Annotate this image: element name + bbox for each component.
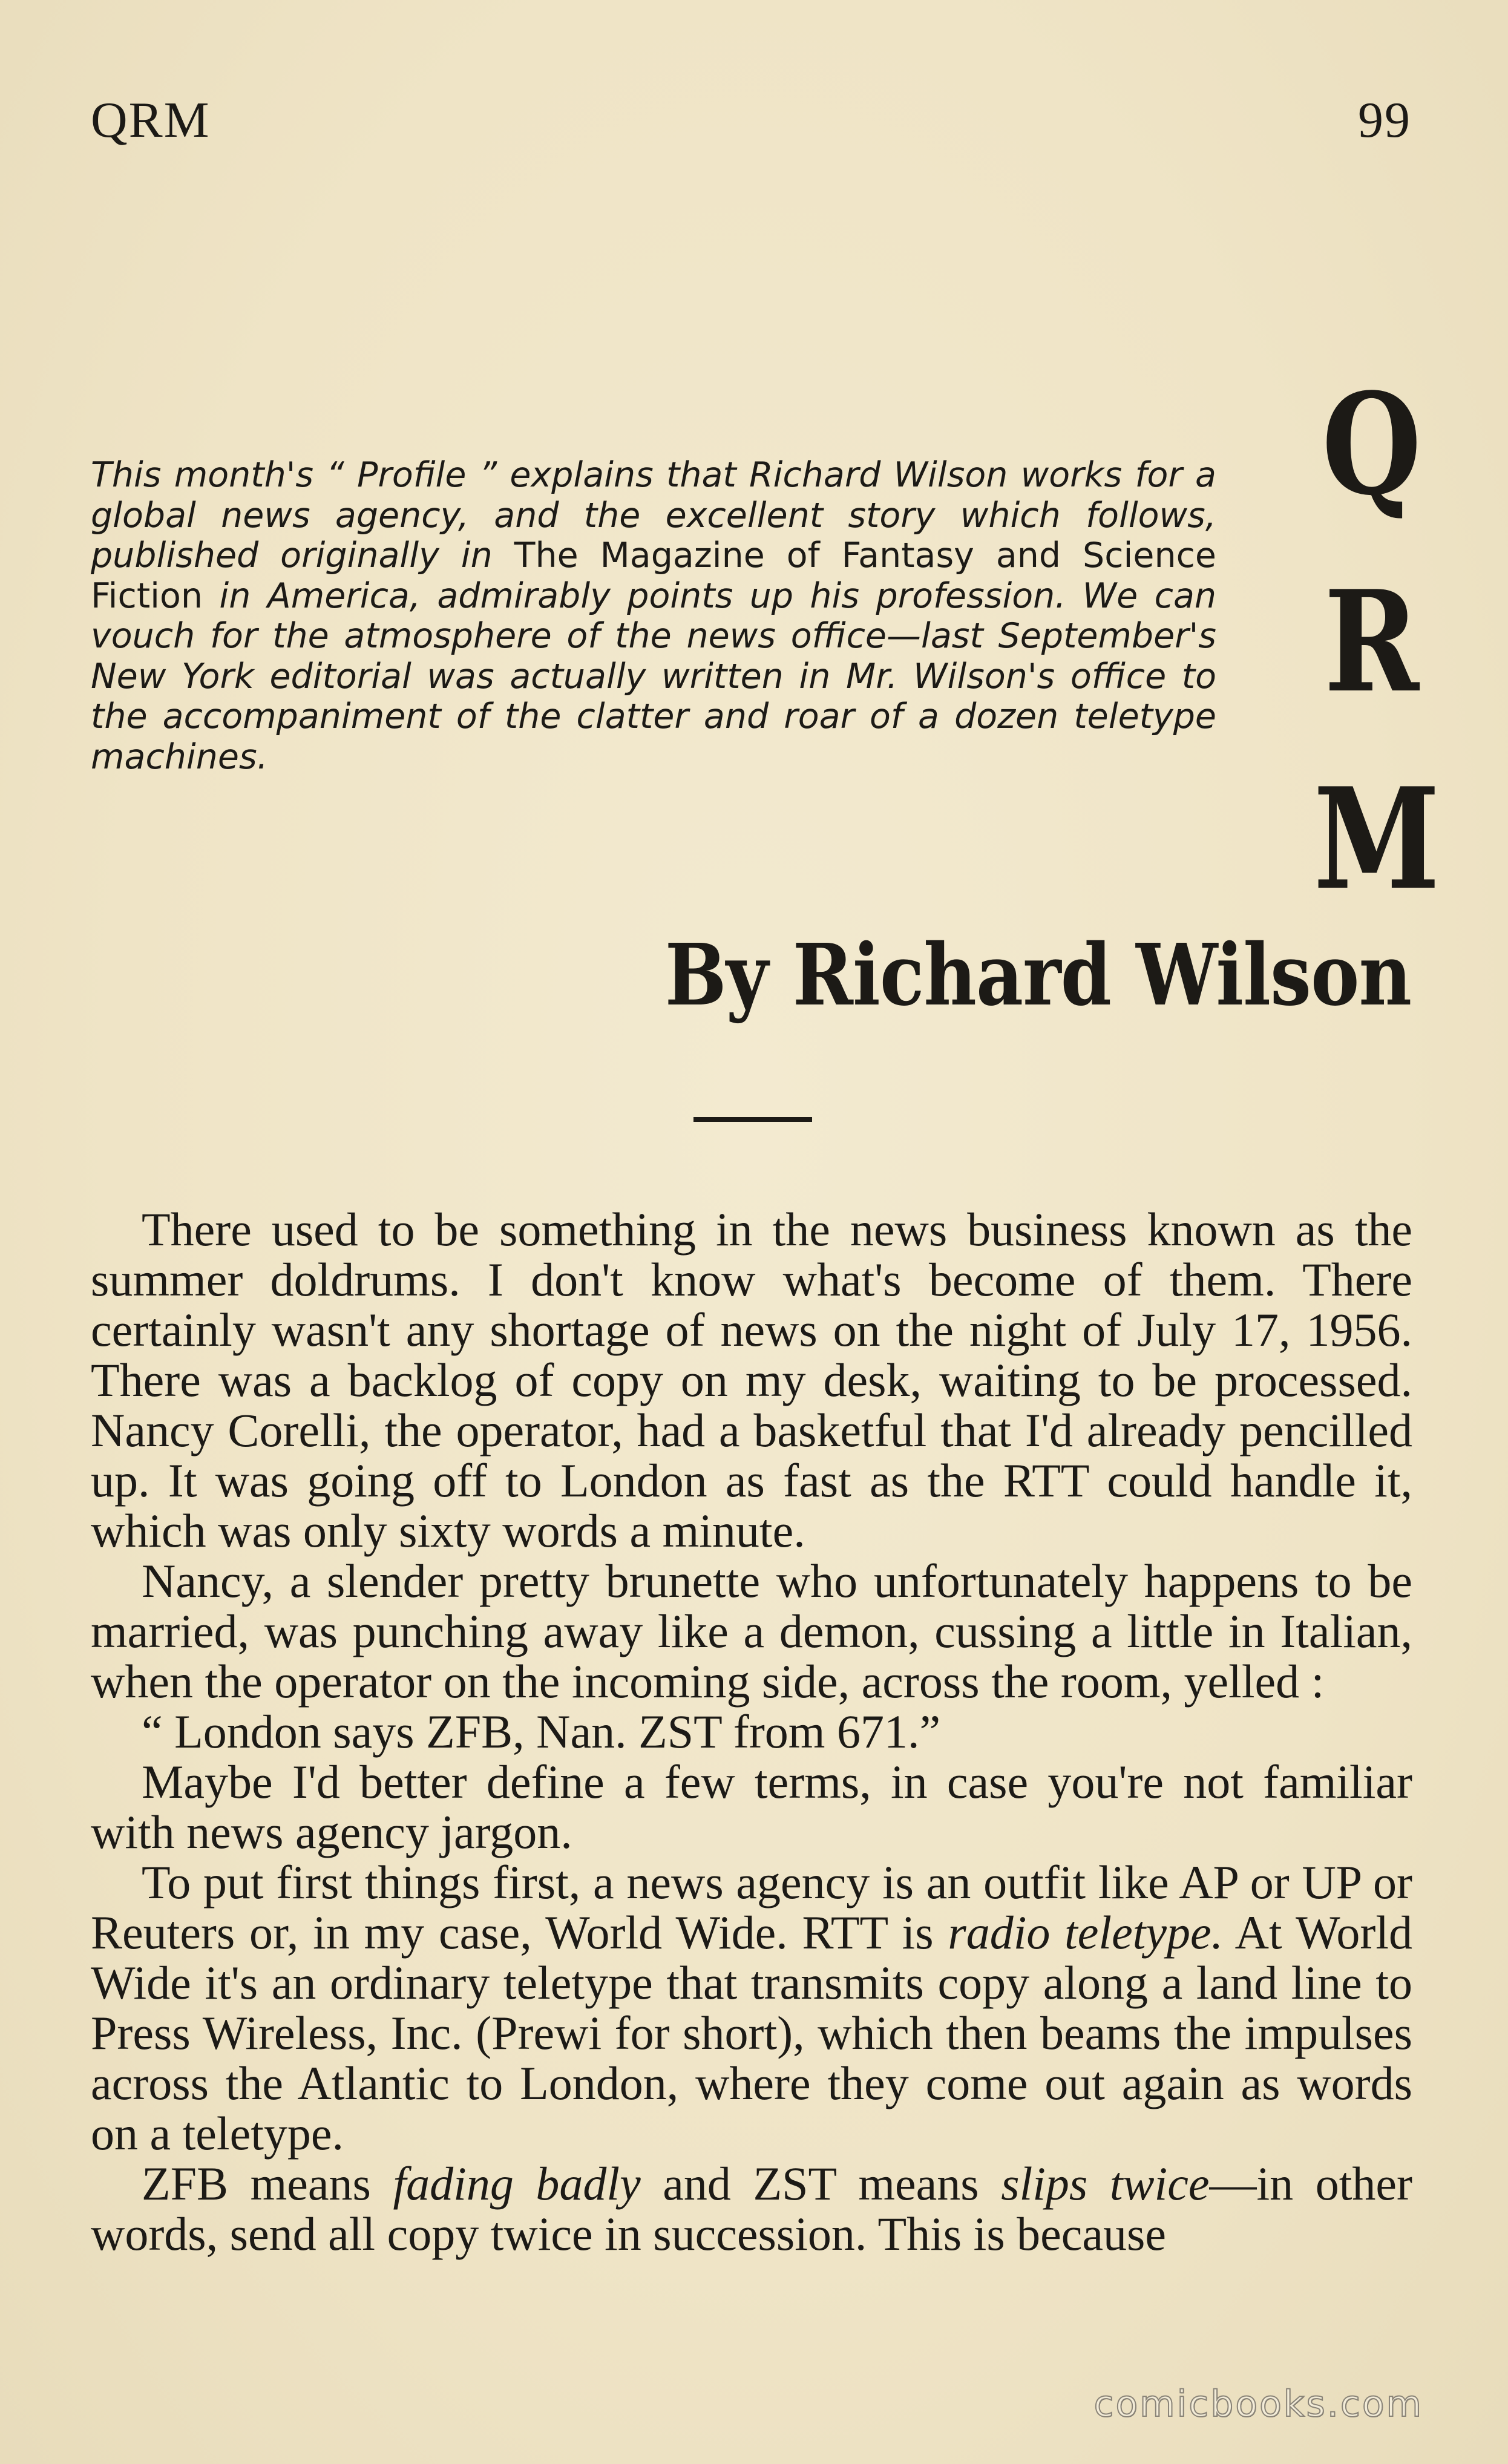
paragraph-6-emphasis-1: fading badly xyxy=(393,2157,641,2210)
running-head xyxy=(91,91,1411,163)
paragraph-5-part-a: To put first things first, a news agency is an outfit like AP or UP or Reuters or, in my case, World Wide. RTT is xyxy=(91,1856,1412,1959)
title-letter-q: Q xyxy=(1322,363,1420,526)
paragraph-5-part-b: At World Wide it's an ordinary teletype that transmits copy along a land line to Press Wireless, Inc. (Prewi for short), which then beams the impulses across the Atlantic to London, where they come out again as words on a teletype. xyxy=(91,1906,1412,2160)
author-byline: By Richard Wilson xyxy=(664,926,1411,1025)
paragraph-6-part-c: —in other words, send all copy twice in succession. This is because xyxy=(91,2157,1412,2260)
story-title-vertical xyxy=(1301,363,1440,967)
paragraph-5 xyxy=(91,1857,1412,2158)
paragraph-6 xyxy=(91,2158,1412,2259)
page-number: 99 xyxy=(1358,92,1411,148)
magazine-name: The Magazine of Fantasy and Science Fiction xyxy=(91,536,1216,616)
site-watermark: comicbooks.com xyxy=(1093,2383,1423,2425)
editorial-introduction xyxy=(91,455,1216,777)
title-letter-r: R xyxy=(1324,560,1417,724)
paragraph-6-part-a: ZFB means xyxy=(142,2157,393,2210)
paragraph-6-emphasis-2: slips twice xyxy=(1001,2157,1210,2210)
story-body xyxy=(91,1204,1412,2259)
section-divider xyxy=(693,1117,812,1122)
paragraph-4: Maybe I'd better define a few terms, in case you're not familiar with news agency jargon. xyxy=(91,1755,1412,1858)
title-letter-m: M xyxy=(1313,758,1438,921)
paragraph-2: Nancy, a slender pretty brunette who unfortunately happens to be married, was punching away like a demon, cussing a little in Italian, when the operator on the incoming side, across the room, yelled : xyxy=(91,1555,1412,1708)
running-title: QRM xyxy=(91,92,211,148)
intro-text-part-1: This month's “ Profile ” explains that Richard Wilson works for a global news agency, and the excellent story which follows, published originally in xyxy=(91,455,1216,575)
paragraph-6-part-b: and ZST means xyxy=(640,2157,1002,2210)
paragraph-1: There used to be something in the news business known as the summer doldrums. I don't know what's become of them. There certainly wasn't any shortage of news on the night of July 17, 1956. There was a backlog of copy on my desk, waiting to be processed. Nancy Corelli, the operator, had a basketful that I'd already pencilled up. It was going off to London as fast as the RTT could handle it, which was only sixty words a minute. xyxy=(91,1203,1412,1557)
intro-text-part-2: in America, admirably points up his profession. We can vouch for the atmosphere of the news office—last September's New York editorial was actually written in Mr. Wilson's office to the accompaniment of the clatter and roar of a dozen teletype machines. xyxy=(91,575,1216,777)
paragraph-5-emphasis: radio teletype. xyxy=(948,1906,1224,1959)
paragraph-3-dialogue: “ London says ZFB, Nan. ZST from 671.” xyxy=(142,1705,941,1758)
